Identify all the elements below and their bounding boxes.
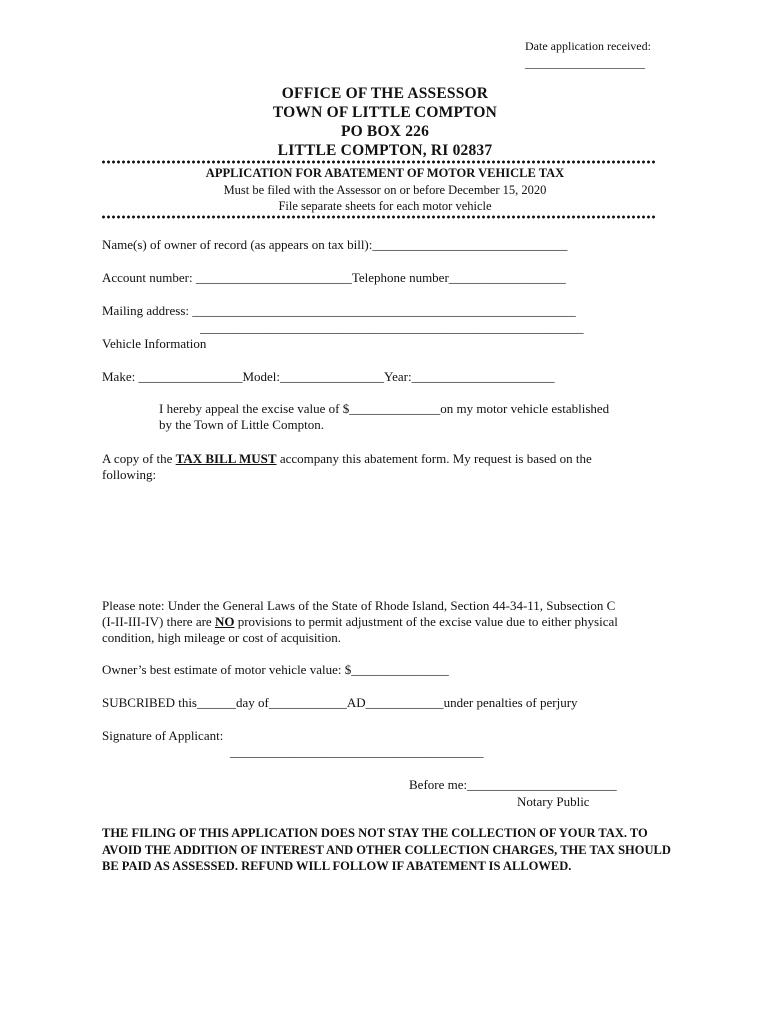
notary-public-label: Notary Public [517, 794, 590, 809]
reason-writing-area[interactable] [102, 488, 662, 588]
date-received-label: Date application received: [525, 39, 651, 53]
tax-bill-post: accompany this abatement form. My request is based on the [276, 451, 592, 466]
legal-note-line-3: condition, high mileage or cost of acquisition. [102, 630, 342, 645]
date-received-field[interactable]: ____________________ [525, 56, 645, 70]
subscribed-statement[interactable]: SUBCRIBED this______day of____________AD____________under penalties of perjury [102, 695, 578, 710]
legal-note-line-1: Please note: Under the General Laws of the State of Rhode Island, Section 44-34-11, Subsection C [102, 598, 616, 613]
vehicle-info-heading: Vehicle Information [102, 336, 207, 351]
tax-bill-emphasis: TAX BILL MUST [175, 451, 277, 466]
town-name: TOWN OF LITTLE COMPTON [272, 104, 498, 121]
appeal-statement[interactable]: I hereby appeal the excise value of $______________on my motor vehicle established [159, 401, 610, 416]
office-title: OFFICE OF THE ASSESSOR [281, 85, 489, 102]
form-title: APPLICATION FOR ABATEMENT OF MOTOR VEHICLE TAX [205, 166, 565, 180]
mailing-address-field[interactable]: Mailing address: ___________________________________________________________ [102, 303, 576, 318]
filing-instruction: File separate sheets for each motor vehicle [278, 199, 492, 213]
town-address: LITTLE COMPTON, RI 02837 [277, 142, 493, 159]
dotted-divider-top [101, 160, 657, 164]
filing-deadline: Must be filed with the Assessor on or before December 15, 2020 [223, 183, 547, 197]
make-model-year-field[interactable]: Make: ________________Model:________________Year:______________________ [102, 369, 555, 384]
appeal-statement-cont: by the Town of Little Compton. [159, 417, 324, 432]
dotted-divider-bottom [101, 215, 657, 219]
signature-label: Signature of Applicant: [102, 728, 224, 743]
notary-before-me[interactable]: Before me:_______________________ [409, 777, 617, 792]
account-telephone-field[interactable]: Account number: ________________________Telephone number__________________ [102, 270, 566, 285]
value-estimate-field[interactable]: Owner’s best estimate of motor vehicle value: $_______________ [102, 662, 449, 677]
owner-name-field[interactable]: Name(s) of owner of record (as appears on tax bill):______________________________ [102, 237, 568, 252]
tax-bill-requirement [102, 451, 592, 467]
tax-bill-pre: A copy of the [102, 451, 176, 466]
legal-note-line-2 [102, 614, 618, 630]
signature-line[interactable]: _______________________________________ [230, 744, 484, 759]
mailing-address-line-2[interactable]: ___________________________________________________________ [200, 320, 584, 335]
legal-note-post: provisions to permit adjustment of the excise value due to either physical [234, 614, 618, 629]
po-box: PO BOX 226 [340, 123, 430, 140]
collection-notice: THE FILING OF THIS APPLICATION DOES NOT STAY THE COLLECTION OF YOUR TAX. TO AVOID THE ADDITION OF INTEREST AND OTHER COLLECTION CHARGES, THE TAX SHOULD BE PAID AS ASSESSED. REFUND WILL FOLLOW IF ABATEMENT IS ALLOWED. [102, 826, 671, 873]
legal-note-emphasis: NO [214, 614, 235, 629]
tax-bill-requirement-cont: following: [102, 467, 157, 482]
legal-note-pre: (I-II-III-IV) there are [102, 614, 215, 629]
